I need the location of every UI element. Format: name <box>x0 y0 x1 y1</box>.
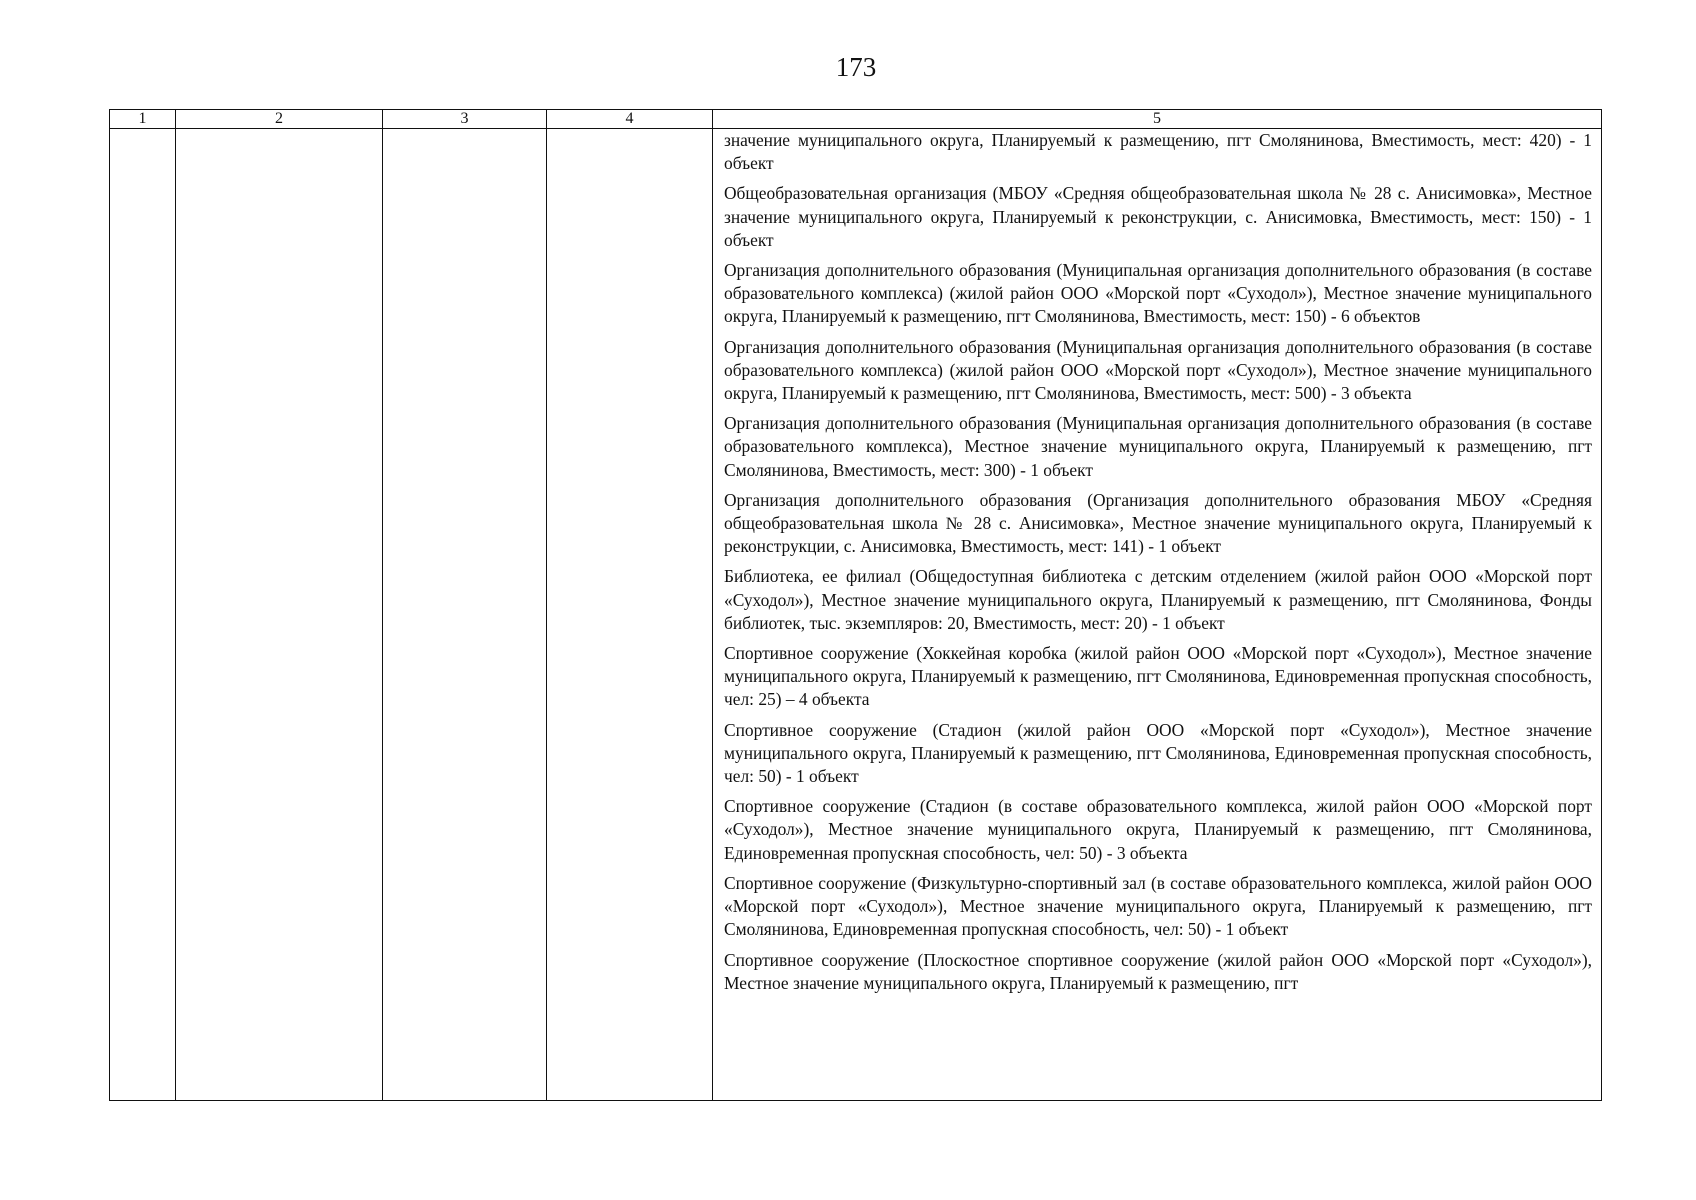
object-entry: Библиотека, ее филиал (Общедоступная библиотека с детским отделением (жилой район ООО «Морской порт «Суходол»), Местное значение муниципального округа, Планируемый к размещению, пгт Смолянинова, Фонды библиотек, тыс. экземпляров: 20, Вместимость, мест: 20) - 1 объект <box>724 566 1592 633</box>
table-row <box>110 129 1602 1101</box>
cell-col-2 <box>176 129 383 1101</box>
object-entry: Спортивное сооружение (Хоккейная коробка (жилой район ООО «Морской порт «Суходол»), Местное значение муниципального округа, Планируемый к размещению, пгт Смолянинова, Единовременная пропускная способность, чел: 25) – 4 объекта <box>724 643 1592 710</box>
object-entry: Организация дополнительного образования (Муниципальная организация дополнительного образования (в составе образовательного комплекса), Местное значение муниципального округа, Планируемый к размещению, пгт Смолянинова, Вместимость, мест: 300) - 1 объект <box>724 413 1592 480</box>
object-entry: Общеобразовательная организация (МБОУ «Средняя общеобразовательная школа № 28 с. Анисимовка», Местное значение муниципального округа, Планируемый к реконструкции, с. Анисимовка, Вместимость, мест: 150) - 1 объект <box>724 183 1592 250</box>
cell-col-1 <box>110 129 176 1101</box>
cell-col-3 <box>383 129 547 1101</box>
object-entry: Спортивное сооружение (Физкультурно-спортивный зал (в составе образовательного комплекса, жилой район ООО «Морской порт «Суходол»), Местное значение муниципального округа, Планируемый к размещению, пгт Смолянинова, Единовременная пропускная способность, чел: 50) - 1 объект <box>724 872 1592 940</box>
column-header-2: 2 <box>176 110 383 129</box>
column-header-5: 5 <box>713 110 1602 129</box>
object-entry: Спортивное сооружение (Стадион (жилой район ООО «Морской порт «Суходол»), Местное значение муниципального округа, Планируемый к размещению, пгт Смолянинова, Единовременная пропускная способность, чел: 50) - 1 объект <box>724 719 1592 787</box>
object-entry: Организация дополнительного образования (Муниципальная организация дополнительного образования (в составе образовательного комплекса) (жилой район ООО «Морской порт «Суходол»), Местное значение муниципального округа, Планируемый к размещению, пгт Смолянинова, Вместимость, мест: 150) - 6 объектов <box>724 260 1592 327</box>
column-header-3: 3 <box>383 110 547 129</box>
cell-col-5 <box>713 129 1602 1101</box>
object-entries-list <box>724 129 1592 995</box>
object-entry: значение муниципального округа, Планируемый к размещению, пгт Смолянинова, Вместимость, мест: 420) - 1 объект <box>724 130 1592 174</box>
cell-col-4 <box>547 129 713 1101</box>
object-entry: Организация дополнительного образования (Муниципальная организация дополнительного образования (в составе образовательного комплекса) (жилой район ООО «Морской порт «Суходол»), Местное значение муниципального округа, Планируемый к размещению, пгт Смолянинова, Вместимость, мест: 500) - 3 объекта <box>724 336 1592 404</box>
object-entry: Организация дополнительного образования (Организация дополнительного образования МБОУ «Средняя общеобразовательная школа № 28 с. Анисимовка», Местное значение муниципального округа, Планируемый к реконструкции, с. Анисимовка, Вместимость, мест: 141) - 1 объект <box>724 489 1592 557</box>
page-number: 173 <box>835 52 877 82</box>
object-entry: Спортивное сооружение (Плоскостное спортивное сооружение (жилой район ООО «Морской порт «Суходол»), Местное значение муниципального округа, Планируемый к размещению, пгт <box>724 949 1592 993</box>
object-entry: Спортивное сооружение (Стадион (в составе образовательного комплекса, жилой район ООО «Морской порт «Суходол»), Местное значение муниципального округа, Планируемый к размещению, пгт Смолянинова, Единовременная пропускная способность, чел: 50) - 3 объекта <box>724 796 1592 863</box>
column-header-4: 4 <box>547 110 713 129</box>
table-header-row <box>110 110 1602 129</box>
data-table <box>109 109 1602 1101</box>
column-header-1: 1 <box>110 110 176 129</box>
